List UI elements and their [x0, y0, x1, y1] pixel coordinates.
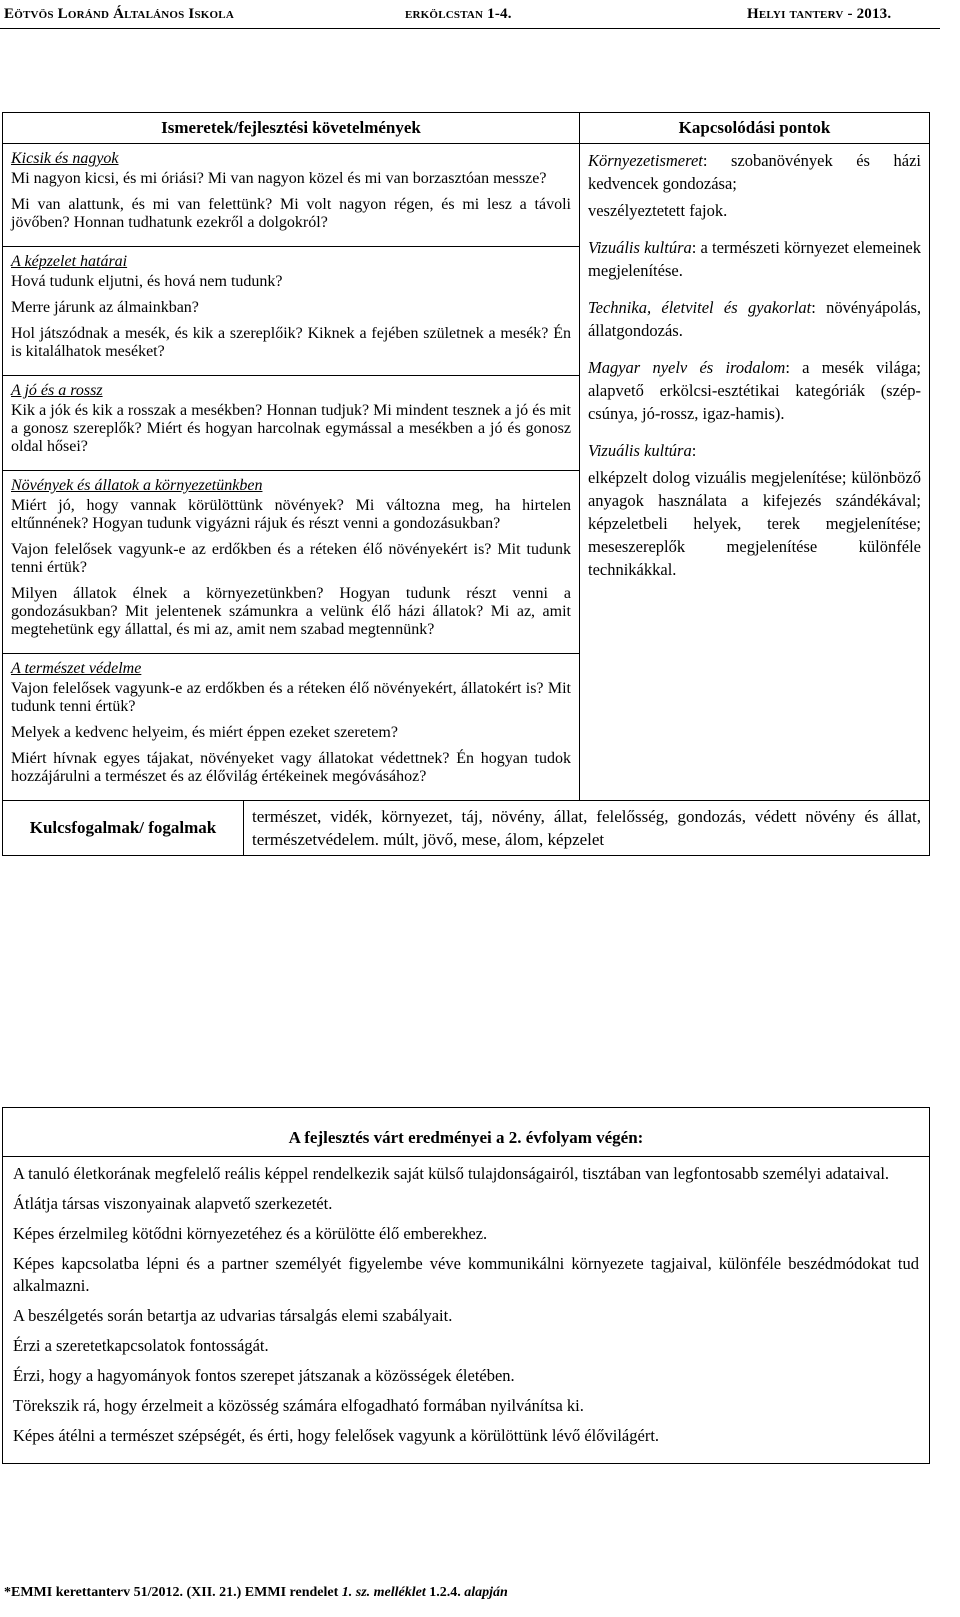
section-paragraph: Hová tudunk eljutni, és hová nem tudunk? [11, 273, 283, 290]
result-item: Törekszik rá, hogy érzelmeit a közösség számára elfogadható formában nyilvánítsa ki. [13, 1396, 584, 1415]
section-paragraph: Vajon felelősek vagyunk-e az erdőkben és a réteken élő növényekért is? Mit tudunk tenni értük? [11, 541, 571, 576]
section-title: Növények és állatok a környezetünkben [11, 477, 263, 494]
header-divider [0, 28, 940, 29]
link-subject: Vizuális kultúra [587, 238, 692, 257]
school-name: Eötvös Loránd Általános Iskola [4, 6, 234, 22]
link-extra: veszélyeztetett fajok. [587, 201, 728, 220]
section-title: Kicsik és nagyok [11, 150, 119, 167]
links-list [580, 144, 929, 603]
col-header-right: Kapcsolódási pontok [579, 113, 929, 144]
footer-part3: 1.2.4. [425, 1585, 465, 1600]
section-paragraph: Hol játszódnak a mesék, és kik a szereplőik? Kiknek a fejében születnek a mesék? Én is kitalálhatok meséket? [11, 325, 571, 360]
link-text: : növényápolás, állatgondozás. [587, 298, 921, 340]
keywords-text: természet, vidék, környezet, táj, növény, állat, felelősség, gondozás, védett növény és állat, természetvédelem. múlt, jövő, mese, álom, képzelet [252, 807, 921, 849]
link-text: : a természeti környezet elemeinek megjelenítése. [587, 238, 921, 280]
section-paragraph: Vajon felelősek vagyunk-e az erdőkben és a réteken élő növényekért, állatokért is? Mit tudunk tenni értük? [11, 680, 571, 715]
section-title: A természet védelme [11, 660, 142, 677]
curriculum-table [2, 112, 930, 856]
section-title: A képzelet határai [11, 253, 128, 270]
section-paragraph: Kik a jók és kik a rosszak a mesékben? Honnan tudjuk? Mi mindent tesznek a jó és mit a gonosz szereplők? Miért és hogyan harcolnak egymással a mesékben a jó és gonosz oldal hősei? [11, 402, 571, 455]
results-list [3, 1157, 930, 1464]
section-paragraph: Merre járunk az álmainkban? [11, 299, 199, 316]
result-item: A beszélgetés során betartja az udvarias társalgás elemi szabályait. [13, 1306, 453, 1325]
content-section [3, 150, 579, 247]
results-table [2, 1107, 930, 1464]
result-item: Képes átélni a természet szépségét, és érti, hogy felelősek vagyunk a körülöttünk lévő élővilágért. [13, 1426, 660, 1445]
content-section [3, 382, 579, 471]
section-paragraph: Miért hívnak egyes tájakat, növényeket vagy állatokat védettnek? Én hogyan tudok hozzájárulni a természet és az élővilág értékeinek megóvásához? [11, 750, 571, 785]
link-item [588, 149, 921, 222]
link-item [588, 356, 921, 425]
link-text: : [691, 441, 697, 460]
content-section [3, 477, 579, 654]
section-paragraph: Melyek a kedvenc helyeim, és miért éppen ezeket szeretem? [11, 724, 398, 741]
section-paragraph: Mi nagyon kicsi, és mi óriási? Mi van nagyon közel és mi van borzasztóan messze? [11, 170, 547, 187]
content-section [3, 253, 579, 376]
links-cell [579, 144, 929, 801]
subject-name: erkölcstan 1-4. [405, 6, 512, 22]
result-item: Érzi, hogy a hagyományok fontos szerepet játszanak a közösségek életében. [13, 1366, 515, 1385]
link-extra: elképzelt dolog vizuális megjelenítése; különböző anyagok használata a kifejezés szándékával; képzeletbeli helyek, terek megjelenítése; meseszereplők megjelenítése különféle technikákkal. [587, 468, 921, 579]
result-item: Képes kapcsolatba lépni és a partner személyét figyelembe véve kommunikálni környezete tagjaival, különféle beszédmódokat tud alkalmazni. [13, 1254, 919, 1295]
link-text: : szobanövények és házi kedvencek gondozása; [587, 151, 921, 193]
page-header [0, 6, 960, 26]
section-paragraph: Miért jó, hogy vannak körülöttünk növények? Mi változna meg, ha hirtelen eltűnnének? Hogyan tudunk vigyázni rájuk és részt venni a gondozásukban? [11, 497, 571, 532]
link-item [588, 236, 921, 282]
link-item [588, 296, 921, 342]
footer-part2: 1. sz. melléklet [341, 1585, 426, 1600]
link-item [588, 439, 921, 581]
link-subject: Magyar nyelv és irodalom [587, 358, 786, 377]
footer-part4: alapján [464, 1585, 508, 1600]
col-header-left: Ismeretek/fejlesztési követelmények [3, 113, 580, 144]
content-cell [3, 144, 580, 801]
content-section [3, 660, 579, 800]
result-item: Átlátja társas viszonyainak alapvető szerkezetét. [13, 1194, 333, 1213]
link-subject: Technika, életvitel és gyakorlat [587, 298, 812, 317]
section-list [3, 150, 579, 800]
keywords-label: Kulcsfogalmak/ fogalmak [3, 801, 244, 855]
curriculum-name: Helyi tanterv - 2013. [747, 6, 892, 22]
results-title: A fejlesztés várt eredményei a 2. évfolyam végén: [3, 1108, 930, 1157]
result-item: A tanuló életkorának megfelelő reális képpel rendelkezik saját külső tulajdonságairól, tisztában van legfontosabb személyi adataival. [13, 1164, 890, 1183]
footer-note [4, 1585, 508, 1601]
keywords-row [3, 801, 930, 856]
result-item: Képes érzelmileg kötődni környezetéhez és a körülötte élő emberekhez. [13, 1224, 488, 1243]
footer-part1: *EMMI kerettanterv 51/2012. (XII. 21.) EMMI rendelet [4, 1585, 342, 1600]
link-subject: Vizuális kultúra [587, 441, 692, 460]
section-paragraph: Mi van alattunk, és mi van felettünk? Mi volt nagyon régen, és mi lesz a távoli jövőben? Honnan tudhatunk ezekről a dolgokról? [11, 196, 571, 231]
result-item: Érzi a szeretetkapcsolatok fontosságát. [13, 1336, 269, 1355]
section-title: A jó és a rossz [11, 382, 103, 399]
section-paragraph: Milyen állatok élnek a környezetünkben? Hogyan tudunk részt venni a gondozásukban? Mit jelentenek számunkra a velünk élő házi állatok? Mi az, amit megtehetünk egy állattal, és mi az, amit nem szabad megtennünk? [11, 585, 571, 638]
link-text: : a mesék világa; alapvető erkölcsi-esztétikai kategóriák (szép-csúnya, jó-rossz, igaz-hamis). [587, 358, 921, 423]
link-subject: Környezetismeret [587, 151, 703, 170]
